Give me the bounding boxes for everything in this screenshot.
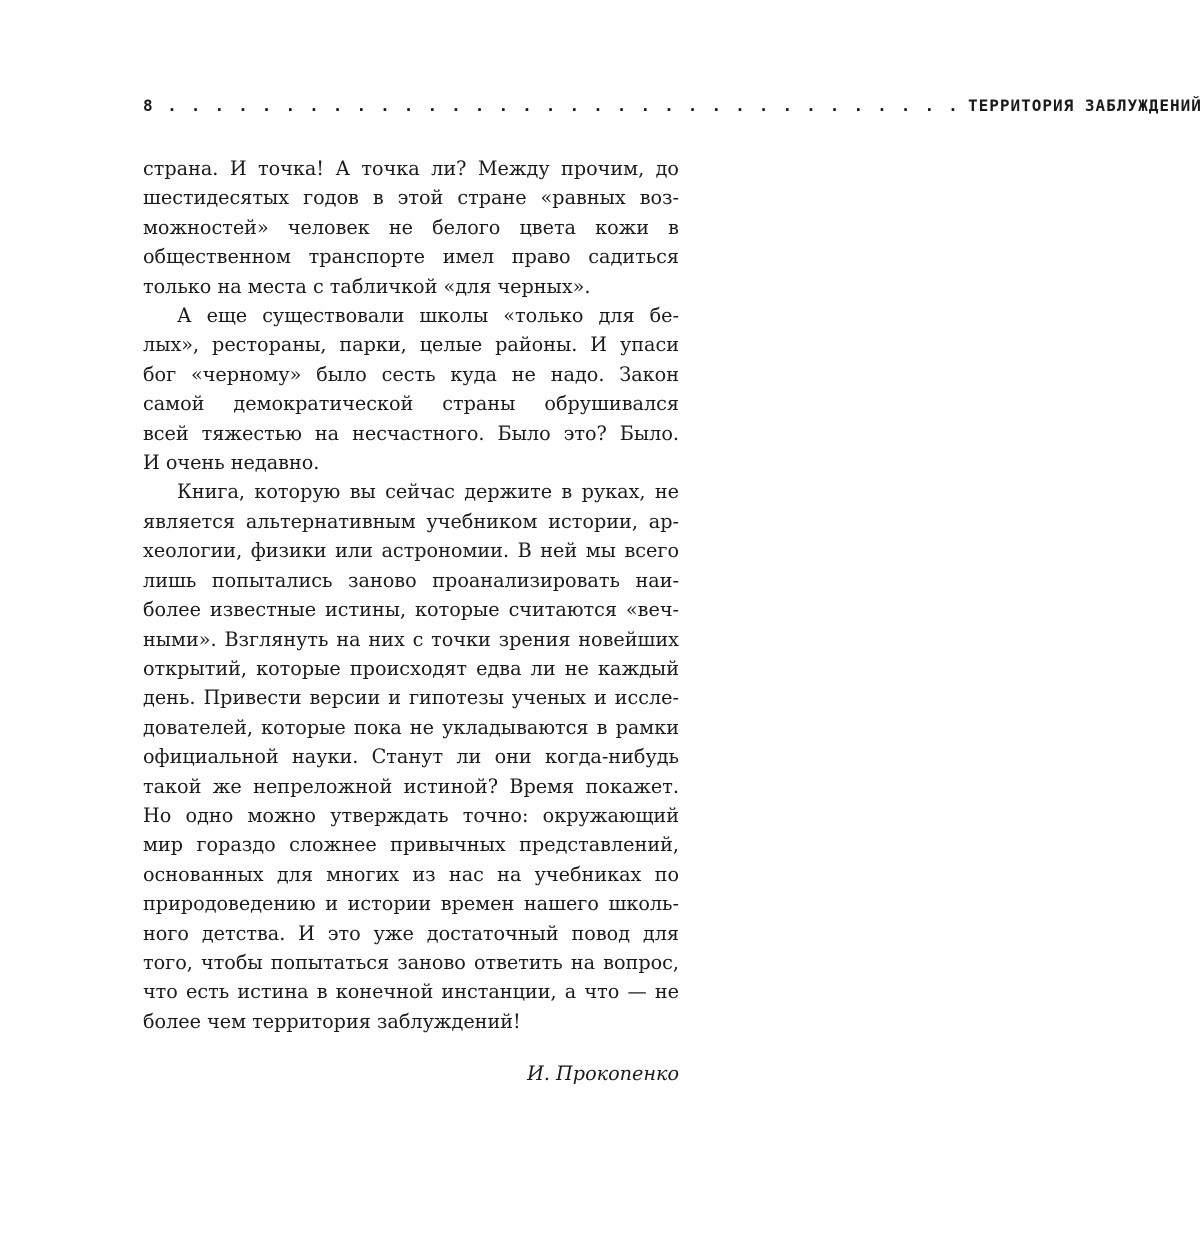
text-line: ными». Взглянуть на них с точки зрения новейших — [143, 627, 679, 651]
text-line: Но одно можно утверждать точно: окружающий — [143, 803, 679, 827]
paragraph — [143, 154, 679, 301]
text-line: бог «черному» было сесть куда не надо. Закон — [143, 362, 679, 386]
text-line: Книга, которую вы сейчас держите в руках, не — [177, 480, 679, 504]
text-line: страна. И точка! А точка ли? Между прочим, до — [143, 157, 679, 180]
text-line: самой демократической страны обрушивался — [143, 392, 679, 416]
dot-leader: . . . . . . . . . . . . . . . . . . . . . . . . . . . . . . . . . . — [167, 96, 960, 115]
running-header — [143, 96, 1202, 120]
text-line: только на места с табличкой «для черных». — [143, 274, 591, 298]
text-line: всей тяжестью на несчастного. Было это? Было. — [143, 421, 679, 445]
paragraph — [143, 477, 679, 1036]
text-line: более чем территория заблуждений! — [143, 1009, 521, 1033]
author-signature: И. Прокопенко — [527, 1062, 679, 1085]
text-line: более известные истины, которые считаются «веч- — [143, 598, 679, 622]
text-line: день. Привести версии и гипотезы ученых и иссле- — [143, 686, 679, 710]
text-line: лых», рестораны, парки, целые районы. И упаси — [143, 333, 679, 357]
text-line: А еще существовали школы «только для бе- — [177, 304, 679, 328]
body-text — [143, 154, 679, 1036]
text-line: ного детства. И это уже достаточный повод для — [143, 921, 679, 945]
text-line: основанных для многих из нас на учебниках по — [143, 862, 679, 886]
running-title: ТЕРРИТОРИЯ ЗАБЛУЖДЕНИЙ — [967, 96, 1202, 115]
text-line: общественном транспорте имел право садиться — [143, 245, 679, 269]
text-line: дователей, которые пока не укладываются в рамки — [143, 715, 679, 739]
text-line: открытий, которые происходят едва ли не каждый — [143, 656, 679, 680]
text-line: официальной науки. Станут ли они когда-нибудь — [143, 745, 679, 769]
text-line: можностей» человек не белого цвета кожи в — [143, 215, 679, 239]
text-line: И очень недавно. — [143, 451, 320, 475]
paragraph — [143, 301, 679, 477]
text-line: является альтернативным учебником истории, ар- — [143, 509, 679, 533]
text-line: мир гораздо сложнее привычных представлений, — [143, 833, 679, 857]
text-line: что есть истина в конечной инстанции, а что — не — [143, 980, 679, 1004]
text-line: лишь попытались заново проанализировать наи- — [143, 568, 679, 592]
page-number: 8 — [143, 96, 154, 115]
text-line: природоведению и истории времен нашего школь- — [143, 892, 679, 916]
text-line: того, чтобы попытаться заново ответить на вопрос, — [143, 950, 679, 974]
text-line: шестидесятых годов в этой стране «равных воз- — [143, 186, 679, 210]
text-line: хеологии, физики или астрономии. В ней мы всего — [143, 539, 679, 563]
text-line: такой же непреложной истиной? Время покажет. — [143, 774, 679, 798]
